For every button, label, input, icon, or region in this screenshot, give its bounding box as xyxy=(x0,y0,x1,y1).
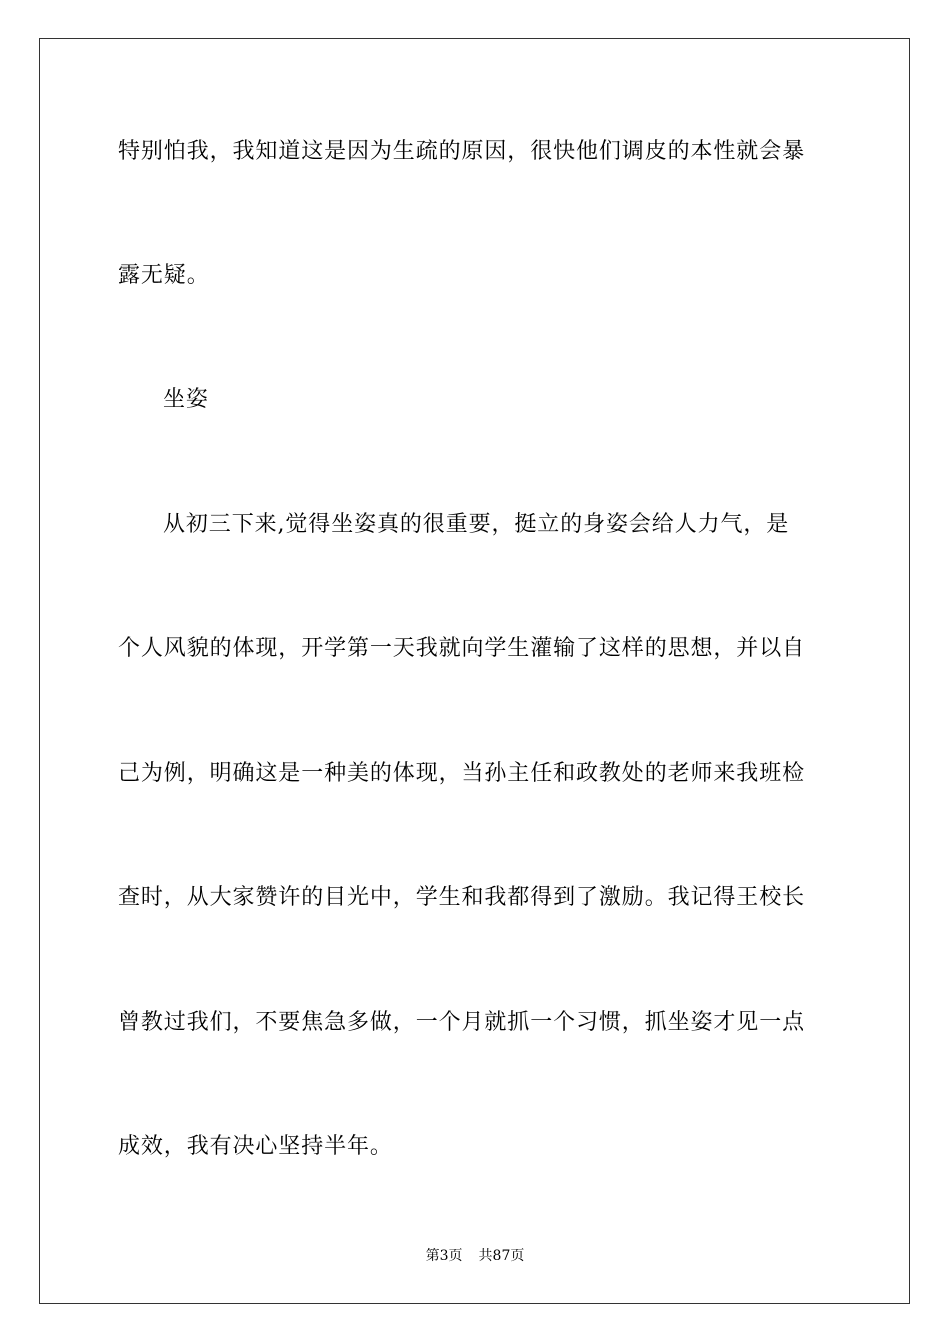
body-line-4: 个人风貌的体现，开学第一天我就向学生灌输了这样的思想，并以自 xyxy=(118,636,806,661)
current-page-label: 第3页 xyxy=(425,1248,463,1264)
page-border xyxy=(39,38,910,1304)
page-footer xyxy=(0,1247,950,1265)
section-heading: 坐姿 xyxy=(163,387,209,412)
body-line-3: 从初三下来,觉得坐姿真的很重要，挺立的身姿会给人力气，是 xyxy=(163,512,790,537)
body-line-2: 露无疑。 xyxy=(118,263,210,288)
body-line-6: 查时，从大家赞许的目光中，学生和我都得到了激励。我记得王校长 xyxy=(118,885,806,910)
total-pages-label: 共87页 xyxy=(478,1248,525,1264)
body-line-5: 己为例，明确这是一种美的体现，当孙主任和政教处的老师来我班检 xyxy=(118,761,806,786)
body-line-1: 特别怕我，我知道这是因为生疏的原因，很快他们调皮的本性就会暴 xyxy=(118,139,806,164)
body-line-8: 成效，我有决心坚持半年。 xyxy=(118,1134,393,1159)
body-line-7: 曾教过我们，不要焦急多做，一个月就抓一个习惯，抓坐姿才见一点 xyxy=(118,1010,806,1035)
